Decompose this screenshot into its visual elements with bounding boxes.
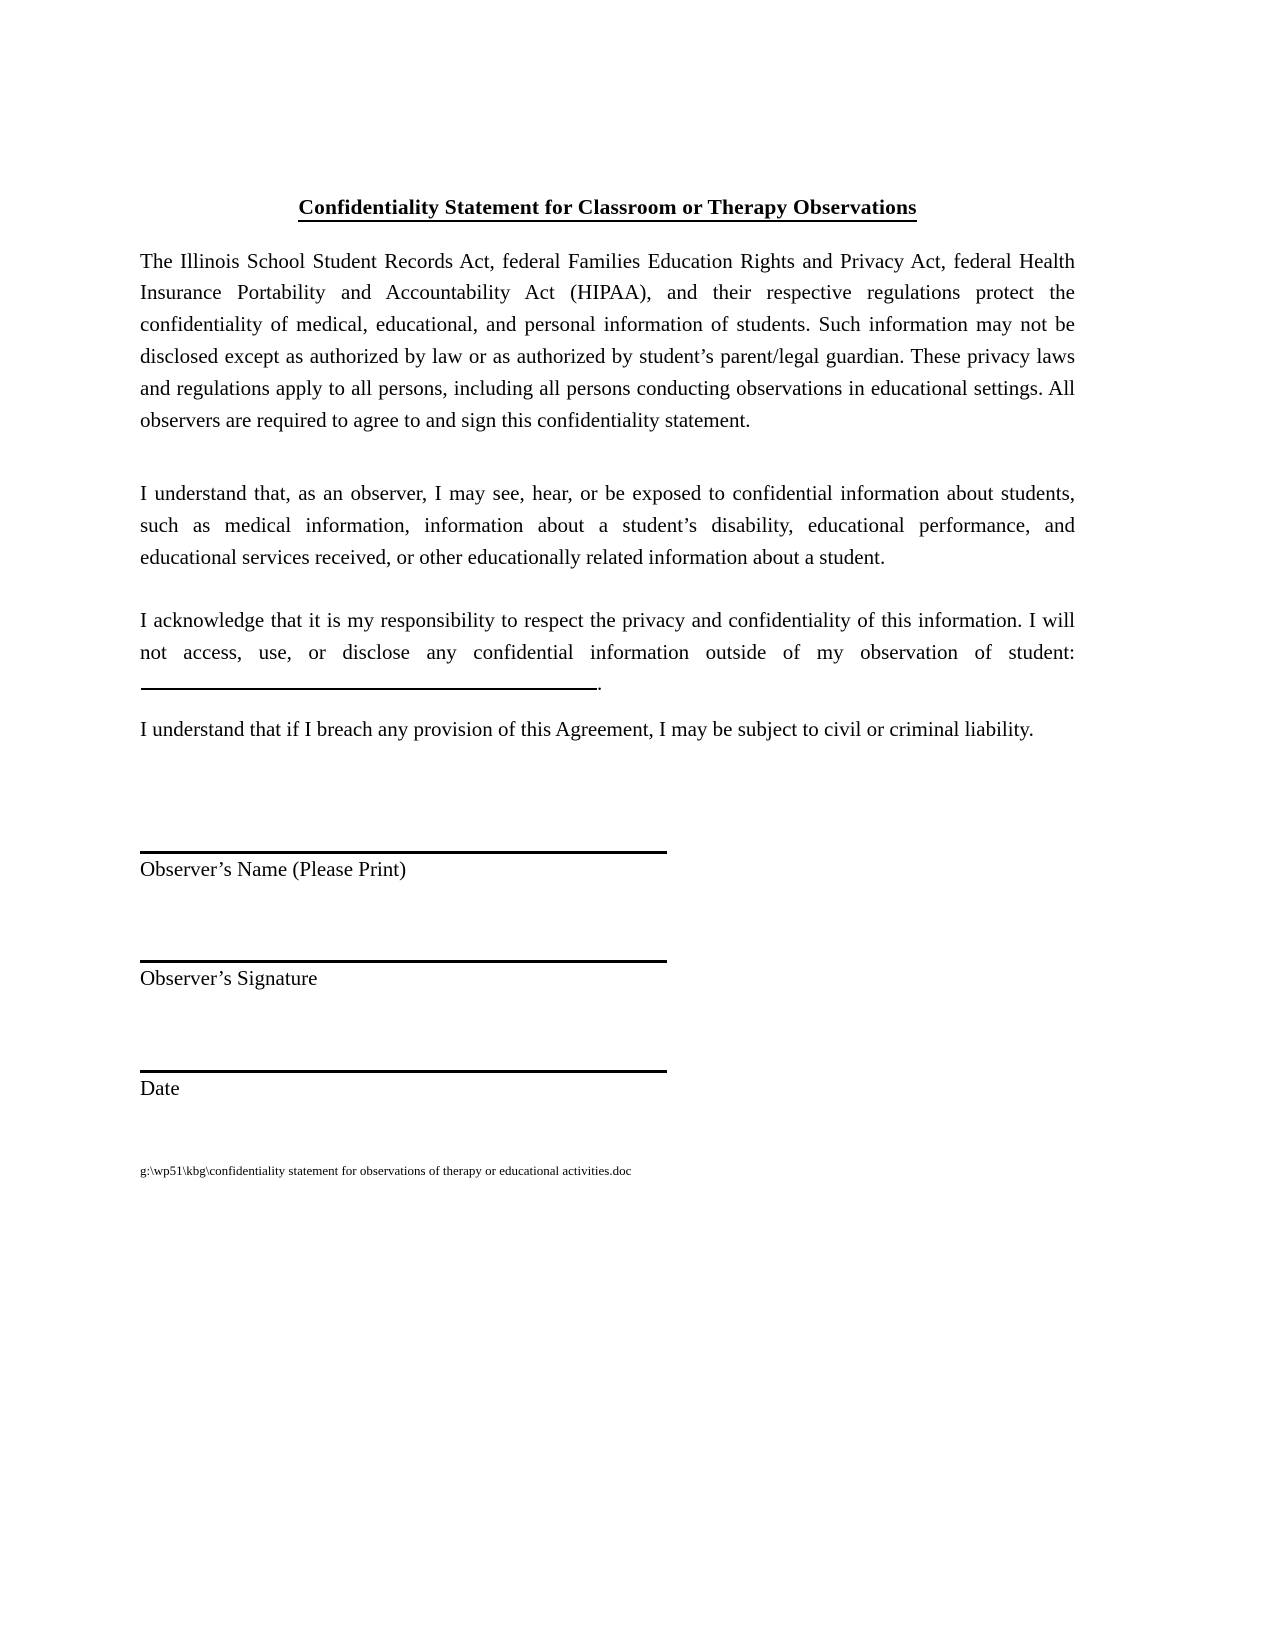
observer-signature-field[interactable]	[140, 960, 667, 991]
page-title-text: Confidentiality Statement for Classroom or Therapy Observations	[298, 196, 916, 222]
page-title	[140, 0, 1075, 222]
date-label: Date	[140, 1075, 180, 1100]
date-field[interactable]	[140, 1070, 667, 1101]
paragraph-understanding: I understand that, as an observer, I may see, hear, or be exposed to confidential information about students, such as medical information, information about a student’s disability, educational performance, and educational services received, or other educationally related information about a student.	[140, 481, 1075, 569]
paragraph-breach: I understand that if I breach any provision of this Agreement, I may be subject to civil or criminal liability.	[140, 717, 1034, 742]
paragraph-intro: The Illinois School Student Records Act, federal Families Education Rights and Privacy Act, federal Health Insurance Portability and Accountability Act (HIPAA), and their respective regulations protect the confidentiality of medical, educational, and personal information of students. Such information may not be disclosed except as authorized by law or as authorized by student’s parent/legal guardian. These privacy laws and regulations apply to all persons, including all persons conducting observations in educational settings. All observers are required to agree to and sign this confidentiality statement.	[140, 248, 1075, 432]
student-name-blank[interactable]	[141, 670, 597, 690]
document-content	[140, 0, 1075, 1179]
paragraph-acknowledgement	[140, 605, 1075, 700]
observer-signature-label: Observer’s Signature	[140, 965, 318, 990]
footer-file-path: g:\wp51\kbg\confidentiality statement for observations of therapy or educational activities.doc	[140, 1162, 632, 1178]
observer-name-field[interactable]	[140, 851, 667, 882]
paragraph-acknowledgement-text: I acknowledge that it is my responsibility to respect the privacy and confidentiality of this information. I will not access, use, or disclose any confidential information outside of my observation of student:	[140, 607, 1075, 664]
paragraph-acknowledgement-period: .	[597, 671, 603, 696]
observer-name-label: Observer’s Name (Please Print)	[140, 856, 407, 881]
